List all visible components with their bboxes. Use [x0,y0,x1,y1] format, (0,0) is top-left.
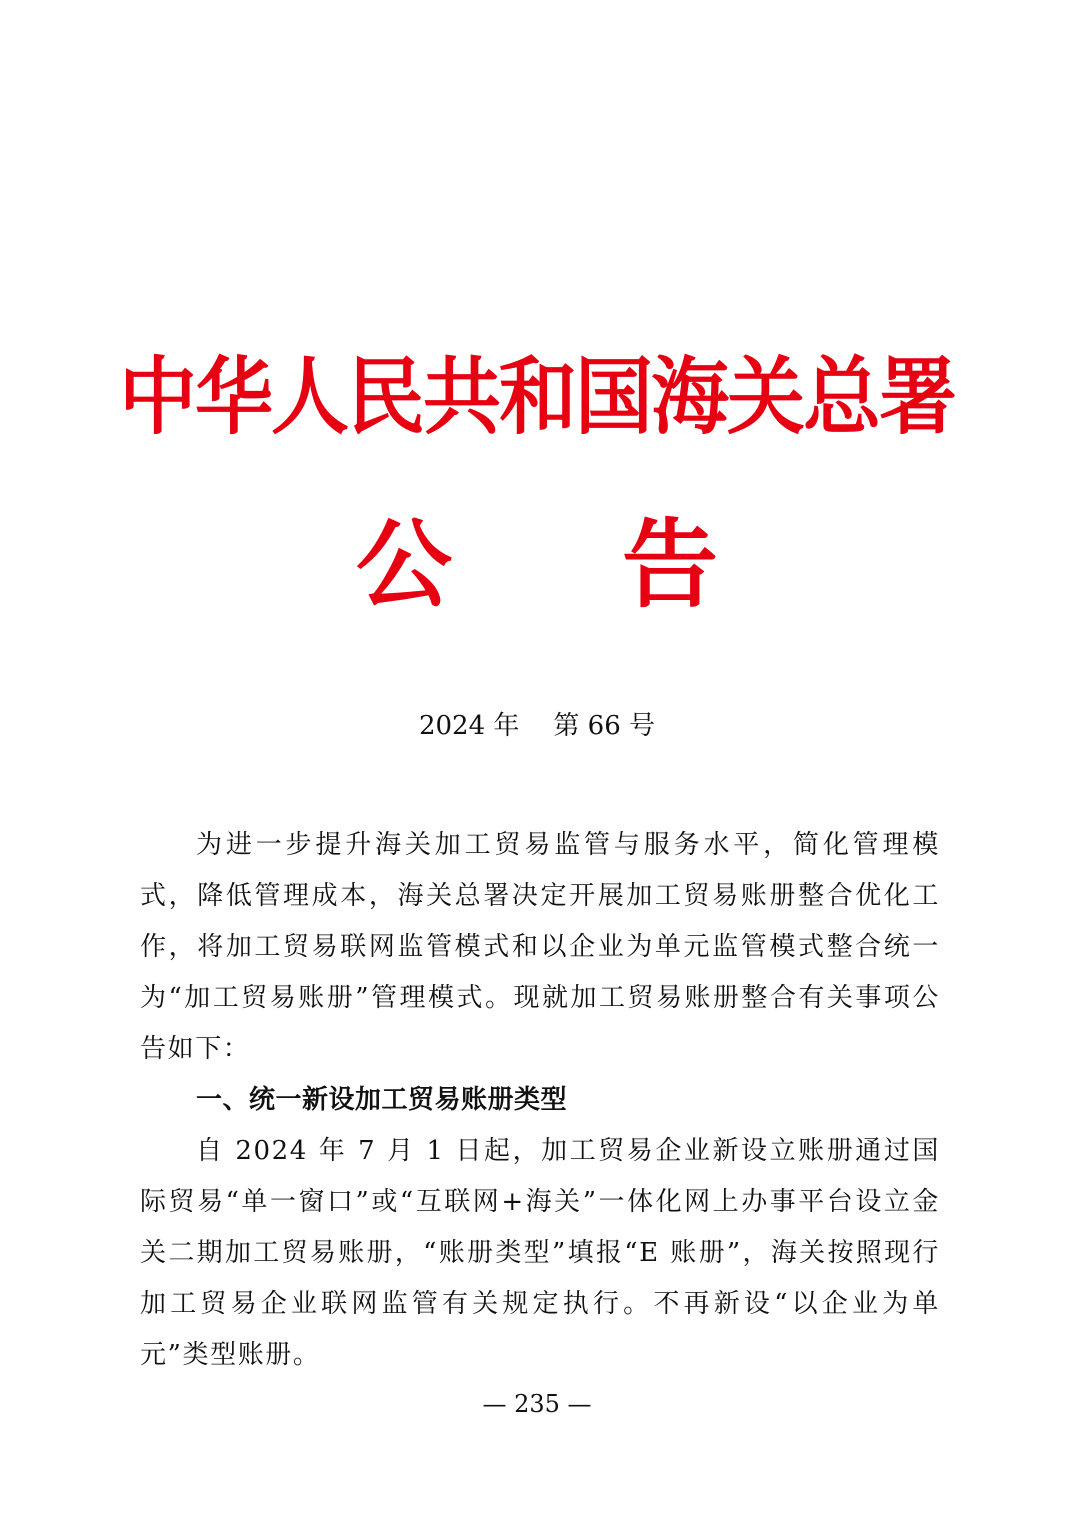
section-1-paragraph: 自 2024 年 7 月 1 日起，加工贸易企业新设立账册通过国际贸易“单一窗口”或“互联网+海关”一体化网上办事平台设立金关二期加工贸易账册，“账册类型”填报“E 账册”，海关按照现行加工贸易企业联网监管有关规定执行。不再新设“以企业为单元”类型账册。 [140,1136,940,1370]
intro-paragraph: 为进一步提升海关加工贸易监管与服务水平，简化管理模式，降低管理成本，海关总署决定开展加工贸易账册整合优化工作，将加工贸易联网监管模式和以企业为单元监管模式整合统一为“加工贸易账册”管理模式。现就加工贸易账册整合有关事项公告如下： [140,830,940,1064]
document-type-title [0,505,1074,625]
page-number: — 235 — [482,1390,592,1418]
issuing-organization-title: 中华人民共和国海关总署 [118,349,955,447]
section-1-heading: 一、统一新设加工贸易账册类型 [196,1085,568,1115]
document-year: 2024 年 [418,711,520,741]
document-issue-number: 第 66 号 [553,711,656,741]
document-body [140,820,940,1381]
document-type-char-1: 公 [356,509,452,621]
document-type-char-2: 告 [622,509,718,621]
document-number [0,706,1074,746]
